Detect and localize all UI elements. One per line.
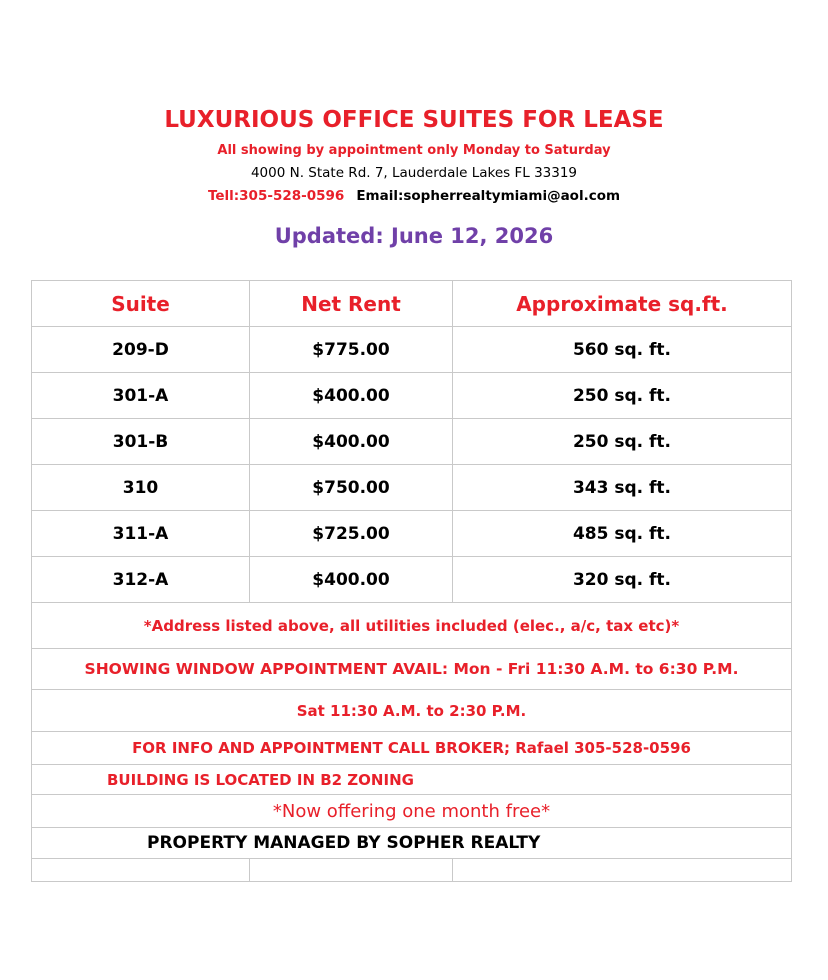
showing-window-row [32,649,792,690]
sqft-cell: 250 sq. ft. [453,373,792,419]
contact-line [0,184,828,208]
table-row [32,465,792,511]
suite-cell: 301-B [32,419,250,465]
rent-cell: $750.00 [250,465,453,511]
empty-row [32,859,792,882]
property-address: 4000 N. State Rd. 7, Lauderdale Lakes FL 33319 [250,165,578,181]
suites-table [31,280,792,882]
rent-cell: $775.00 [250,327,453,373]
sqft-cell: 343 sq. ft. [453,465,792,511]
table-row [32,557,792,603]
flyer-title: LUXURIOUS OFFICE SUITES FOR LEASE [164,107,664,133]
offer-row [32,795,792,828]
sqft-cell: 250 sq. ft. [453,419,792,465]
broker-info-row [32,732,792,765]
table-row [32,373,792,419]
suite-cell: 209-D [32,327,250,373]
utilities-note-row [32,603,792,649]
phone-number: Tell:305-528-0596 [207,188,345,204]
column-header-sqft: Approximate sq.ft. [453,281,792,327]
rent-cell: $400.00 [250,373,453,419]
sqft-cell: 560 sq. ft. [453,327,792,373]
utilities-note: *Address listed above, all utilities included (elec., a/c, tax etc)* [32,603,792,649]
empty-cell [32,859,250,882]
showing-subtitle: All showing by appointment only Monday to Saturday [217,143,611,158]
zoning-row [32,765,792,795]
managed-by-row [32,828,792,859]
saturday-hours-note: Sat 11:30 A.M. to 2:30 P.M. [32,690,792,732]
table-header-row [32,281,792,327]
updated-date: Updated: June 12, 2026 [274,224,554,248]
column-header-suite: Suite [32,281,250,327]
sqft-cell: 320 sq. ft. [453,557,792,603]
column-header-net-rent: Net Rent [250,281,453,327]
rent-cell: $400.00 [250,419,453,465]
table-row [32,327,792,373]
rent-cell: $725.00 [250,511,453,557]
email-address: Email:sopherrealtymiami@aol.com [356,188,621,204]
table-row [32,419,792,465]
suite-cell: 301-A [32,373,250,419]
empty-cell [453,859,792,882]
table-row [32,511,792,557]
suite-cell: 312-A [32,557,250,603]
managed-by-note: PROPERTY MANAGED BY SOPHER REALTY [32,828,792,859]
rent-cell: $400.00 [250,557,453,603]
offer-note: *Now offering one month free* [32,795,792,828]
suite-cell: 311-A [32,511,250,557]
sqft-cell: 485 sq. ft. [453,511,792,557]
broker-info-note: FOR INFO AND APPOINTMENT CALL BROKER; Rafael 305-528-0596 [32,732,792,765]
saturday-hours-row [32,690,792,732]
flyer-header [0,100,828,254]
suite-cell: 310 [32,465,250,511]
showing-window-note: SHOWING WINDOW APPOINTMENT AVAIL: Mon - Fri 11:30 A.M. to 6:30 P.M. [32,649,792,690]
zoning-note: BUILDING IS LOCATED IN B2 ZONING [32,765,792,795]
empty-cell [250,859,453,882]
